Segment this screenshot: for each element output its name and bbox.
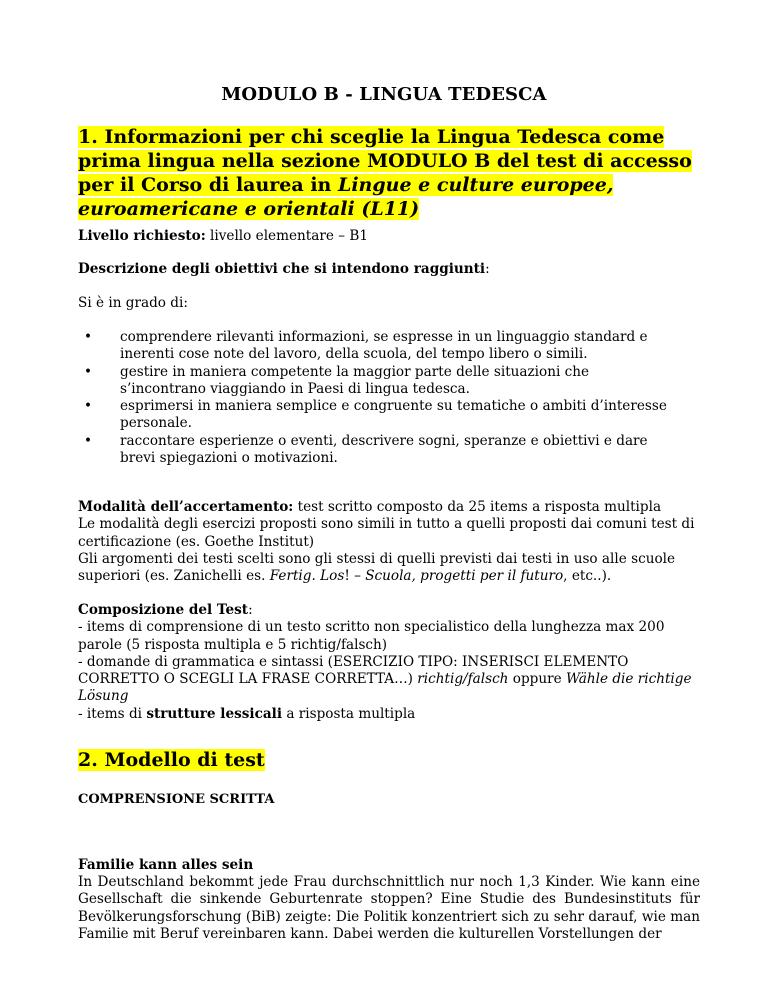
composizione-line3-text: - items di [78, 705, 147, 722]
composizione-line2-italic2: Wähle die richtige Lösung [78, 671, 692, 705]
obiettivi-label: Descrizione degli obiettivi che si intendono raggiunti [78, 261, 486, 277]
composizione-line3-bold: strutture lessicali [146, 705, 282, 722]
modalita-line3-italic2: Scuola, progetti per il futuro [365, 568, 564, 585]
modalita-value: test scritto composto da 25 items a risposta multipla [293, 499, 662, 515]
reading-title: Familie kann alles sein [78, 857, 254, 873]
composizione-colon: : [248, 602, 253, 618]
obiettivi-colon: : [485, 261, 490, 277]
composizione-line3-text2: a risposta multipla [282, 705, 416, 722]
modalita-label: Modalità dell’accertamento: [78, 499, 294, 515]
composizione-line1: - items di comprensione di un testo scritto non specialistico della lunghezza max 200 parole (5 risposta multipla e 5 richtig/falsch) [78, 619, 665, 653]
livello-line [78, 228, 700, 245]
section1-heading-highlight [78, 126, 692, 220]
composizione-line3 [78, 706, 700, 723]
composizione-heading [78, 602, 700, 619]
composizione-label: Composizione del Test [78, 602, 249, 618]
section2-heading [78, 748, 698, 772]
obiettivi-list [78, 329, 678, 467]
section2-heading-text: 2. Modello di test [78, 749, 265, 771]
list-item: • esprimersi in maniera semplice e congruente su tematiche o ambiti d’interesse personale. [78, 398, 678, 433]
section1-heading-text: 1. Informazioni per chi sceglie la Lingua Tedesca come prima lingua nella sezione MODULO B del test di accesso per il Corso di laurea in [78, 126, 692, 196]
livello-label: Livello richiesto: [78, 228, 206, 244]
composizione-line2-italic1: richtig/falsch [417, 671, 509, 688]
composizione-line2-text: - domande di grammatica e sintassi (ESERCIZIO TIPO: INSERISCI ELEMENTO CORRETTO O SCEGLI LA FRASE CORRETTA…) [78, 653, 629, 688]
composizione-line2 [78, 654, 700, 706]
composizione-line2-text2: oppure [508, 671, 566, 688]
obiettivi-line [78, 261, 700, 278]
livello-value: livello elementare – B1 [205, 228, 368, 244]
section2-subheading: COMPRENSIONE SCRITTA [78, 792, 275, 807]
modalita-line2: Le modalità degli esercizi proposti sono simili in tutto a quelli proposti dai comuni test di certificazione (es. Goethe Institut) [78, 516, 695, 550]
list-item: • gestire in maniera competente la maggior parte delle situazioni che s’incontrano viaggiando in Paesi di lingua tedesca. [78, 364, 678, 399]
section1-heading-italic: Lingue e culture europee, euroamericane e orientali (L11) [78, 174, 614, 220]
list-item: • raccontare esperienze o eventi, descrivere sogni, speranze e obiettivi e dare brevi spiegazioni o motivazioni. [78, 433, 678, 468]
modalita-line3-text: Gli argomenti dei testi scelti sono gli stessi di quelli previsti dai testi in uso alle scuole superiori (es. Zanichelli es. [78, 550, 676, 585]
modalita-line3-text2: ! – [344, 568, 366, 585]
list-item: • comprendere rilevanti informazioni, se espresse in un linguaggio standard e inerenti cose note del lavoro, della scuola, del tempo libero o simili. [78, 329, 678, 364]
modalita-line3-italic1: Fertig. Los [269, 568, 345, 585]
reading-text-title [78, 857, 700, 874]
composizione-block [78, 602, 700, 723]
modalita-line3 [78, 551, 700, 586]
page-title: MODULO B - LINGUA TEDESCA [221, 84, 547, 105]
reading-text-body: In Deutschland bekommt jede Frau durchschnittlich nur noch 1,3 Kinder. Wie kann eine Gesellschaft die sinkende Geburtenrate stoppen? Eine Studie des Bundesinstituts für Bevölkerungsforschung (BiB) zeigte: Die Politik konzentriert sich zu sehr darauf, wie man Familie mit Beruf vereinbaren kann. Dabei werden die kulturellen Vorstellungen der [78, 874, 700, 942]
obiettivi-intro: Si è in grado di: [78, 295, 188, 311]
modalita-line1 [78, 499, 700, 516]
modalita-line3-text3: , etc..). [563, 568, 612, 585]
modalita-block [78, 499, 700, 585]
section1-heading [78, 125, 698, 221]
